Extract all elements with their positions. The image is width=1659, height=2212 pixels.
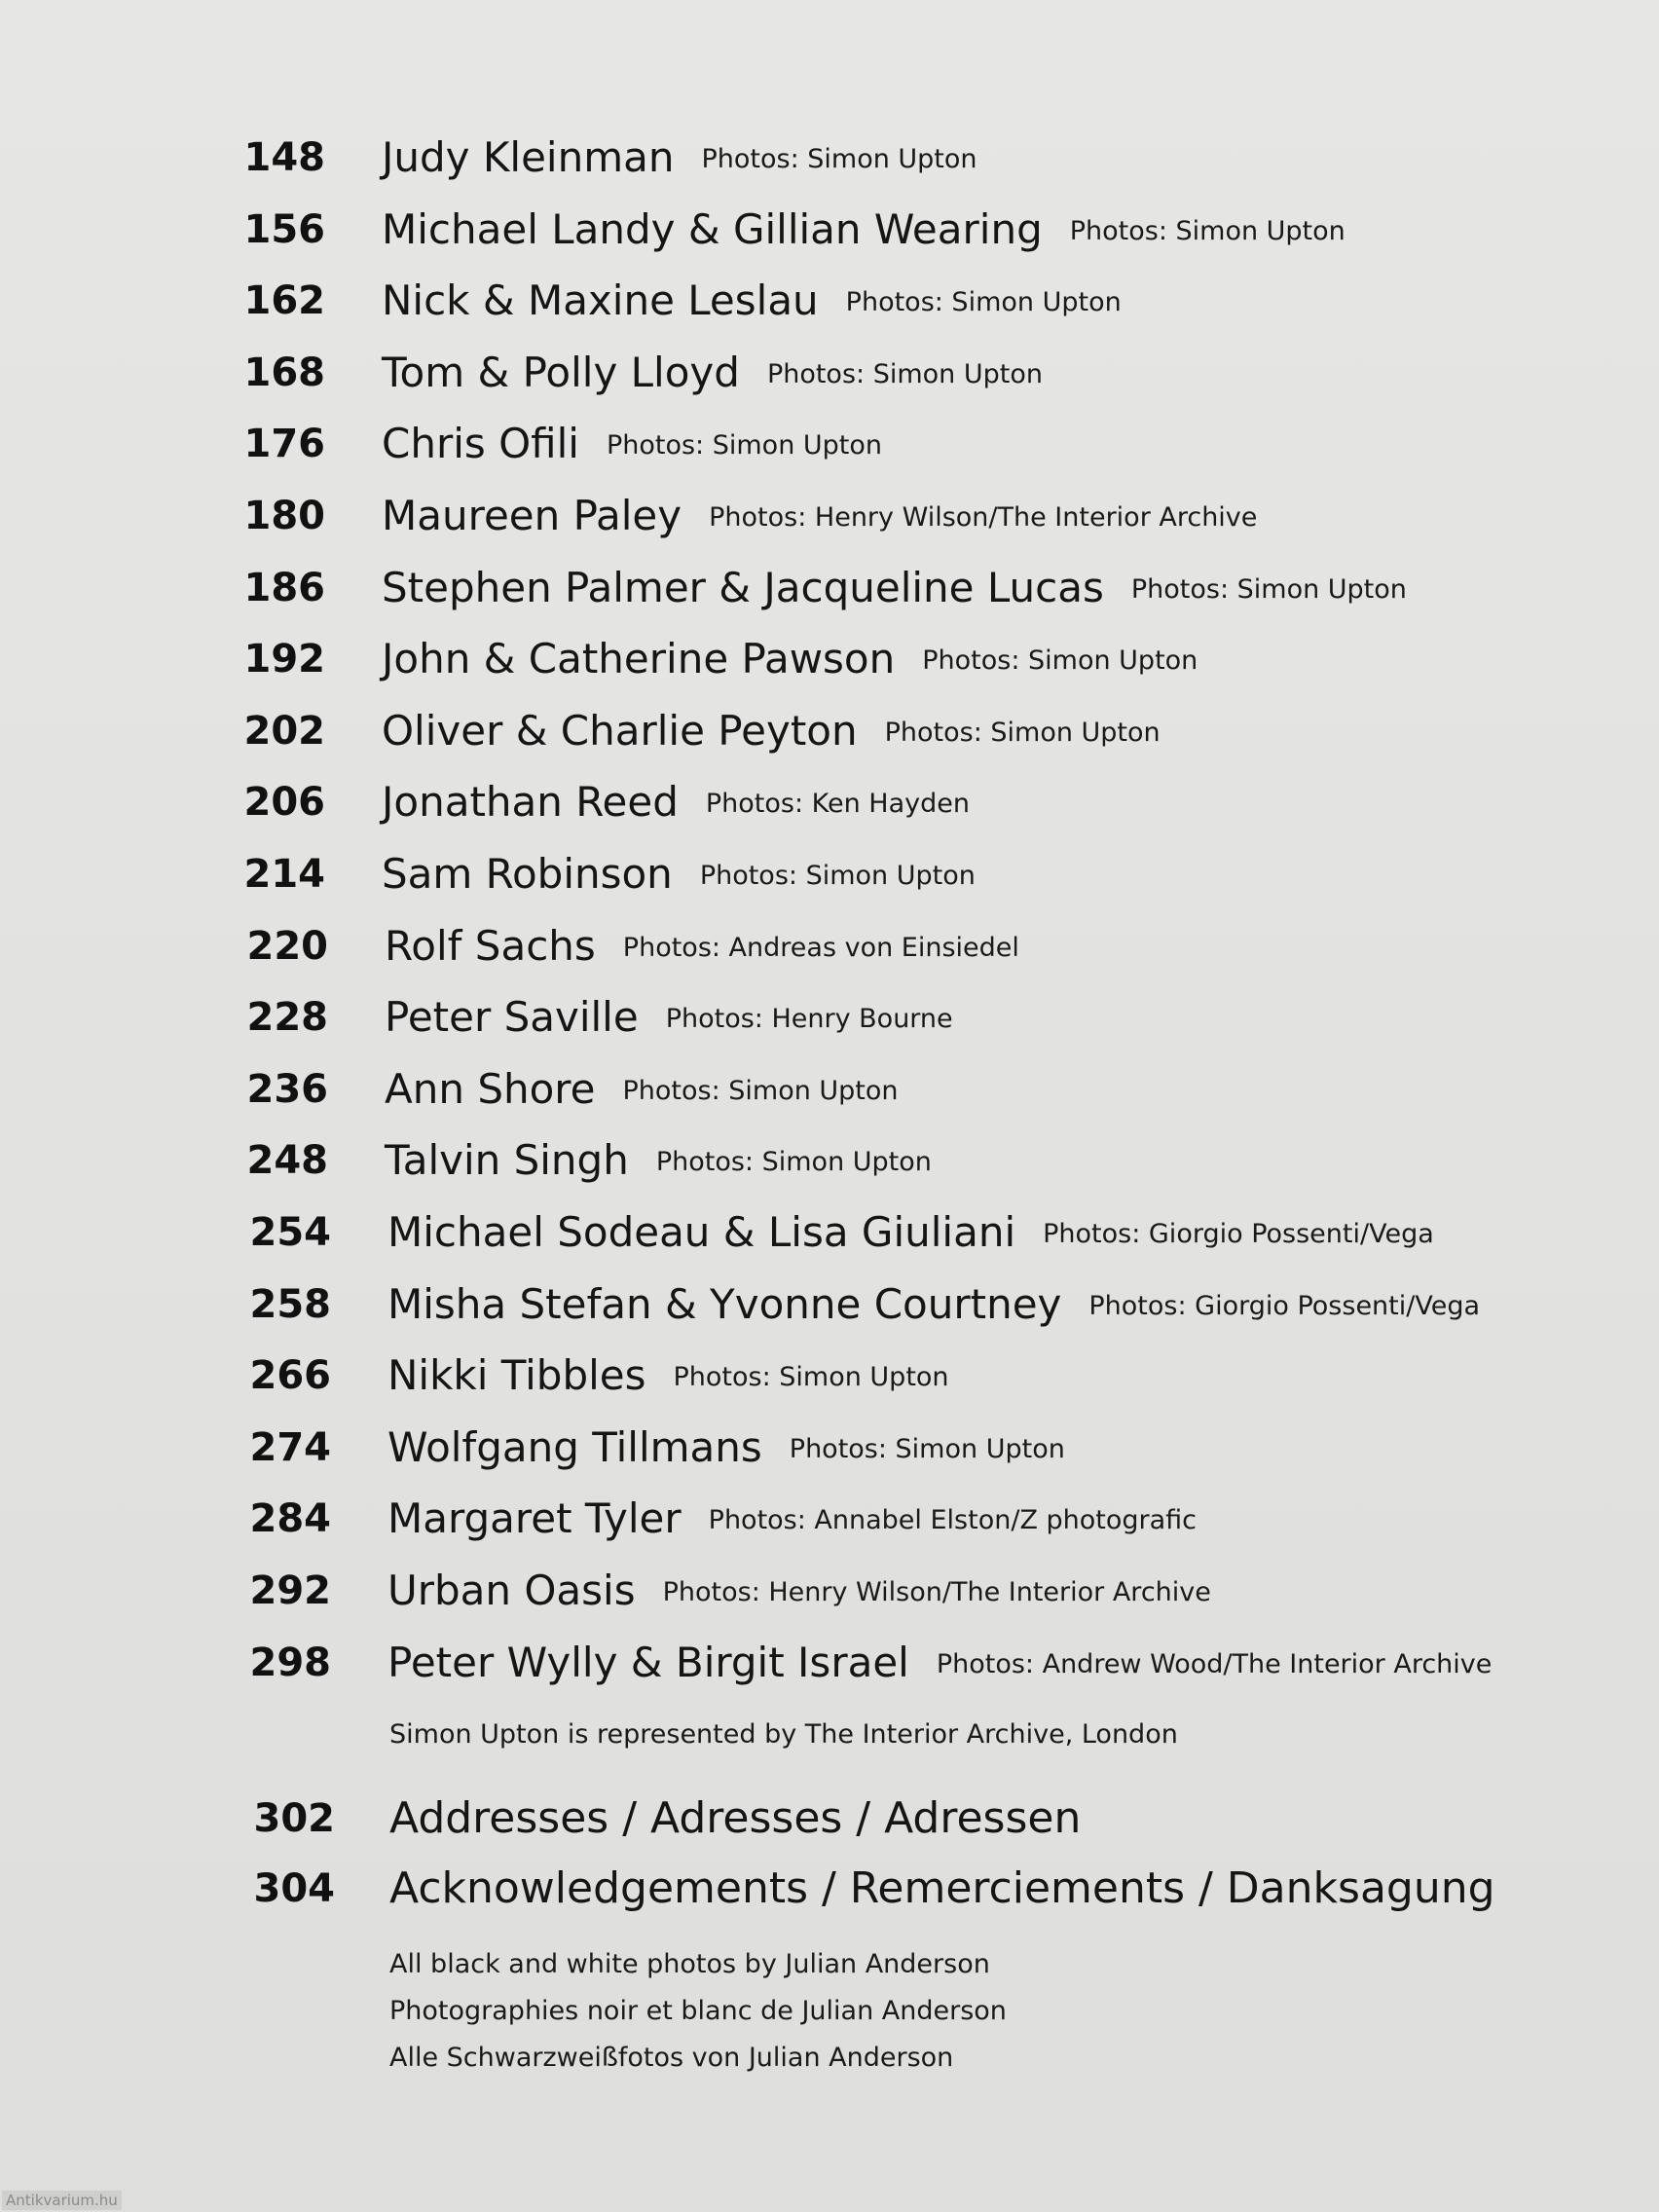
toc-page-number: 148 bbox=[243, 135, 325, 180]
toc-page-number: 168 bbox=[243, 350, 325, 395]
toc-entry-title: Judy Kleinman bbox=[382, 133, 675, 181]
toc-photo-credit: Photos: Simon Upton bbox=[701, 144, 977, 174]
toc-page-number: 266 bbox=[249, 1353, 331, 1398]
toc-entry-name bbox=[382, 630, 1198, 690]
toc-entry bbox=[0, 201, 1659, 259]
toc-entry-title: Rolf Sachs bbox=[385, 922, 596, 970]
watermark-logo: Antikvarium.hu bbox=[2, 2191, 122, 2210]
toc-photo-credit: Photos: Ken Hayden bbox=[705, 789, 970, 819]
toc-entry-title: Oliver & Charlie Peyton bbox=[382, 707, 858, 755]
toc-entry-title: Talvin Singh bbox=[385, 1136, 629, 1184]
toc-entry bbox=[0, 1562, 1659, 1620]
bw-credit-fr: Photographies noir et blanc de Julian Anderson bbox=[389, 1996, 1007, 2026]
toc-page-number: 236 bbox=[246, 1067, 328, 1112]
toc-entry bbox=[0, 1419, 1659, 1477]
toc-entry bbox=[0, 272, 1659, 330]
toc-photo-credit: Photos: Henry Bourne bbox=[665, 1004, 953, 1034]
toc-photo-credit: Photos: Simon Upton bbox=[1130, 574, 1407, 605]
toc-entry-title: Michael Landy & Gillian Wearing bbox=[382, 205, 1043, 253]
toc-entry-title: Misha Stefan & Yvonne Courtney bbox=[387, 1280, 1062, 1328]
toc-page-number: 180 bbox=[243, 494, 325, 538]
toc-page-number: 258 bbox=[249, 1282, 331, 1327]
toc-page-number: 176 bbox=[243, 422, 325, 466]
toc-page-number: 162 bbox=[243, 278, 325, 323]
toc-entry bbox=[0, 487, 1659, 545]
toc-page-number: 202 bbox=[243, 709, 325, 754]
toc-photo-credit: Photos: Andrew Wood/The Interior Archive bbox=[936, 1649, 1493, 1679]
toc-entry-name bbox=[387, 1346, 949, 1407]
toc-photo-credit: Photos: Simon Upton bbox=[699, 861, 976, 891]
toc-page-number: 248 bbox=[246, 1138, 328, 1183]
section-entry bbox=[0, 1789, 1659, 1848]
toc-photo-credit: Photos: Simon Upton bbox=[766, 359, 1043, 389]
toc-entry-title: Jonathan Reed bbox=[382, 778, 679, 826]
toc-entry-title: Wolfgang Tillmans bbox=[387, 1423, 762, 1471]
toc-photo-credit: Photos: Andreas von Einsiedel bbox=[622, 933, 1019, 963]
toc-photo-credit: Photos: Simon Upton bbox=[673, 1362, 949, 1392]
toc-page-number: 228 bbox=[246, 995, 328, 1040]
toc-entry-title: Maureen Paley bbox=[382, 492, 682, 539]
toc-entry-name bbox=[385, 988, 953, 1049]
toc-page-number: 156 bbox=[243, 207, 325, 252]
toc-photo-credit: Photos: Simon Upton bbox=[606, 430, 883, 461]
toc-entry-title: Ann Shore bbox=[385, 1065, 596, 1113]
toc-entry-name bbox=[382, 272, 1122, 332]
toc-entry-title: John & Catherine Pawson bbox=[382, 635, 896, 682]
toc-entry-name bbox=[382, 702, 1161, 762]
toc-entry-title: Michael Sodeau & Lisa Giuliani bbox=[387, 1208, 1016, 1256]
toc-entry bbox=[0, 845, 1659, 903]
toc-entry-title: Peter Wylly & Birgit Israel bbox=[387, 1639, 909, 1686]
toc-entry-name bbox=[385, 1131, 932, 1192]
section-title: Addresses / Adresses / Adressen bbox=[389, 1793, 1082, 1843]
toc-photo-credit: Photos: Henry Wilson/The Interior Archive bbox=[662, 1577, 1211, 1607]
toc-photo-credit: Photos: Simon Upton bbox=[884, 718, 1161, 748]
toc-entry-title: Chris Ofili bbox=[382, 420, 579, 467]
toc-entry-name bbox=[385, 1060, 899, 1121]
toc-entry-name bbox=[382, 845, 976, 905]
toc-entry bbox=[0, 1131, 1659, 1190]
toc-entry bbox=[0, 1060, 1659, 1119]
toc-entry bbox=[0, 1275, 1659, 1334]
toc-entry-name bbox=[387, 1203, 1434, 1264]
toc-photo-credit: Photos: Simon Upton bbox=[622, 1076, 899, 1106]
toc-page-number: 192 bbox=[243, 637, 325, 682]
toc-entry-name bbox=[387, 1562, 1211, 1622]
toc-photo-credit: Photos: Simon Upton bbox=[789, 1434, 1065, 1464]
toc-entry-name bbox=[387, 1634, 1492, 1694]
toc-entry bbox=[0, 1490, 1659, 1548]
toc-entry bbox=[0, 917, 1659, 976]
toc-entry-title: Nikki Tibbles bbox=[387, 1351, 646, 1399]
toc-entry bbox=[0, 415, 1659, 473]
toc-entry-title: Nick & Maxine Leslau bbox=[382, 276, 819, 324]
toc-entry bbox=[0, 1634, 1659, 1692]
toc-entry-title: Stephen Palmer & Jacqueline Lucas bbox=[382, 564, 1104, 611]
toc-page-number: 274 bbox=[249, 1425, 331, 1470]
toc-entry bbox=[0, 344, 1659, 402]
toc-entry bbox=[0, 129, 1659, 187]
toc-entry bbox=[0, 559, 1659, 617]
toc-entry-name bbox=[387, 1490, 1197, 1550]
toc-entry bbox=[0, 630, 1659, 688]
toc-entry bbox=[0, 1346, 1659, 1405]
toc-entry-title: Margaret Tyler bbox=[387, 1494, 682, 1542]
section-page-number: 302 bbox=[253, 1796, 335, 1841]
toc-photo-credit: Photos: Simon Upton bbox=[1069, 216, 1346, 246]
toc-entry bbox=[0, 702, 1659, 760]
toc-page-number: 220 bbox=[246, 924, 328, 969]
toc-photo-credit: Photos: Annabel Elston/Z photografic bbox=[708, 1505, 1198, 1535]
section-title: Acknowledgements / Remerciements / Danksagung bbox=[389, 1863, 1495, 1913]
toc-photo-credit: Photos: Henry Wilson/The Interior Archive bbox=[709, 502, 1258, 533]
toc-page-number: 284 bbox=[249, 1496, 331, 1541]
toc-page-number: 206 bbox=[243, 780, 325, 825]
toc-entry-name bbox=[387, 1419, 1065, 1479]
toc-page-number: 298 bbox=[249, 1641, 331, 1685]
toc-entry-title: Urban Oasis bbox=[387, 1567, 636, 1614]
toc-photo-credit: Photos: Simon Upton bbox=[922, 645, 1198, 676]
toc-entry bbox=[0, 773, 1659, 831]
toc-entry bbox=[0, 1203, 1659, 1262]
toc-photo-credit: Photos: Giorgio Possenti/Vega bbox=[1043, 1219, 1434, 1249]
toc-entry-name bbox=[387, 1275, 1480, 1336]
toc-photo-credit: Photos: Simon Upton bbox=[655, 1147, 932, 1177]
toc-entry-name bbox=[382, 773, 970, 833]
toc-page-number: 254 bbox=[249, 1210, 331, 1255]
toc-entry-name bbox=[382, 344, 1043, 404]
section-page-number: 304 bbox=[253, 1866, 335, 1911]
toc-page-number: 186 bbox=[243, 566, 325, 610]
toc-entry-title: Tom & Polly Lloyd bbox=[382, 349, 740, 396]
toc-entry-name bbox=[382, 415, 882, 475]
toc-entry-name bbox=[385, 917, 1019, 977]
toc-entry-name bbox=[382, 559, 1407, 619]
toc-photo-credit: Photos: Giorgio Possenti/Vega bbox=[1088, 1291, 1481, 1321]
toc-entry bbox=[0, 988, 1659, 1047]
toc-entry-title: Peter Saville bbox=[385, 993, 639, 1041]
toc-entry-name bbox=[382, 129, 977, 189]
toc-page-number: 214 bbox=[243, 852, 325, 897]
section-entry bbox=[0, 1860, 1659, 1918]
bw-credit-en: All black and white photos by Julian Anderson bbox=[389, 1949, 990, 1979]
toc-entry-name bbox=[382, 487, 1257, 547]
toc-entry-title: Sam Robinson bbox=[382, 850, 673, 898]
toc-photo-credit: Photos: Simon Upton bbox=[845, 287, 1122, 317]
toc-page-number: 292 bbox=[249, 1568, 331, 1613]
representation-note: Simon Upton is represented by The Interior Archive, London bbox=[389, 1719, 1178, 1750]
toc-entry-name bbox=[382, 201, 1346, 261]
bw-credit-de: Alle Schwarzweißfotos von Julian Anderson bbox=[389, 2043, 954, 2073]
